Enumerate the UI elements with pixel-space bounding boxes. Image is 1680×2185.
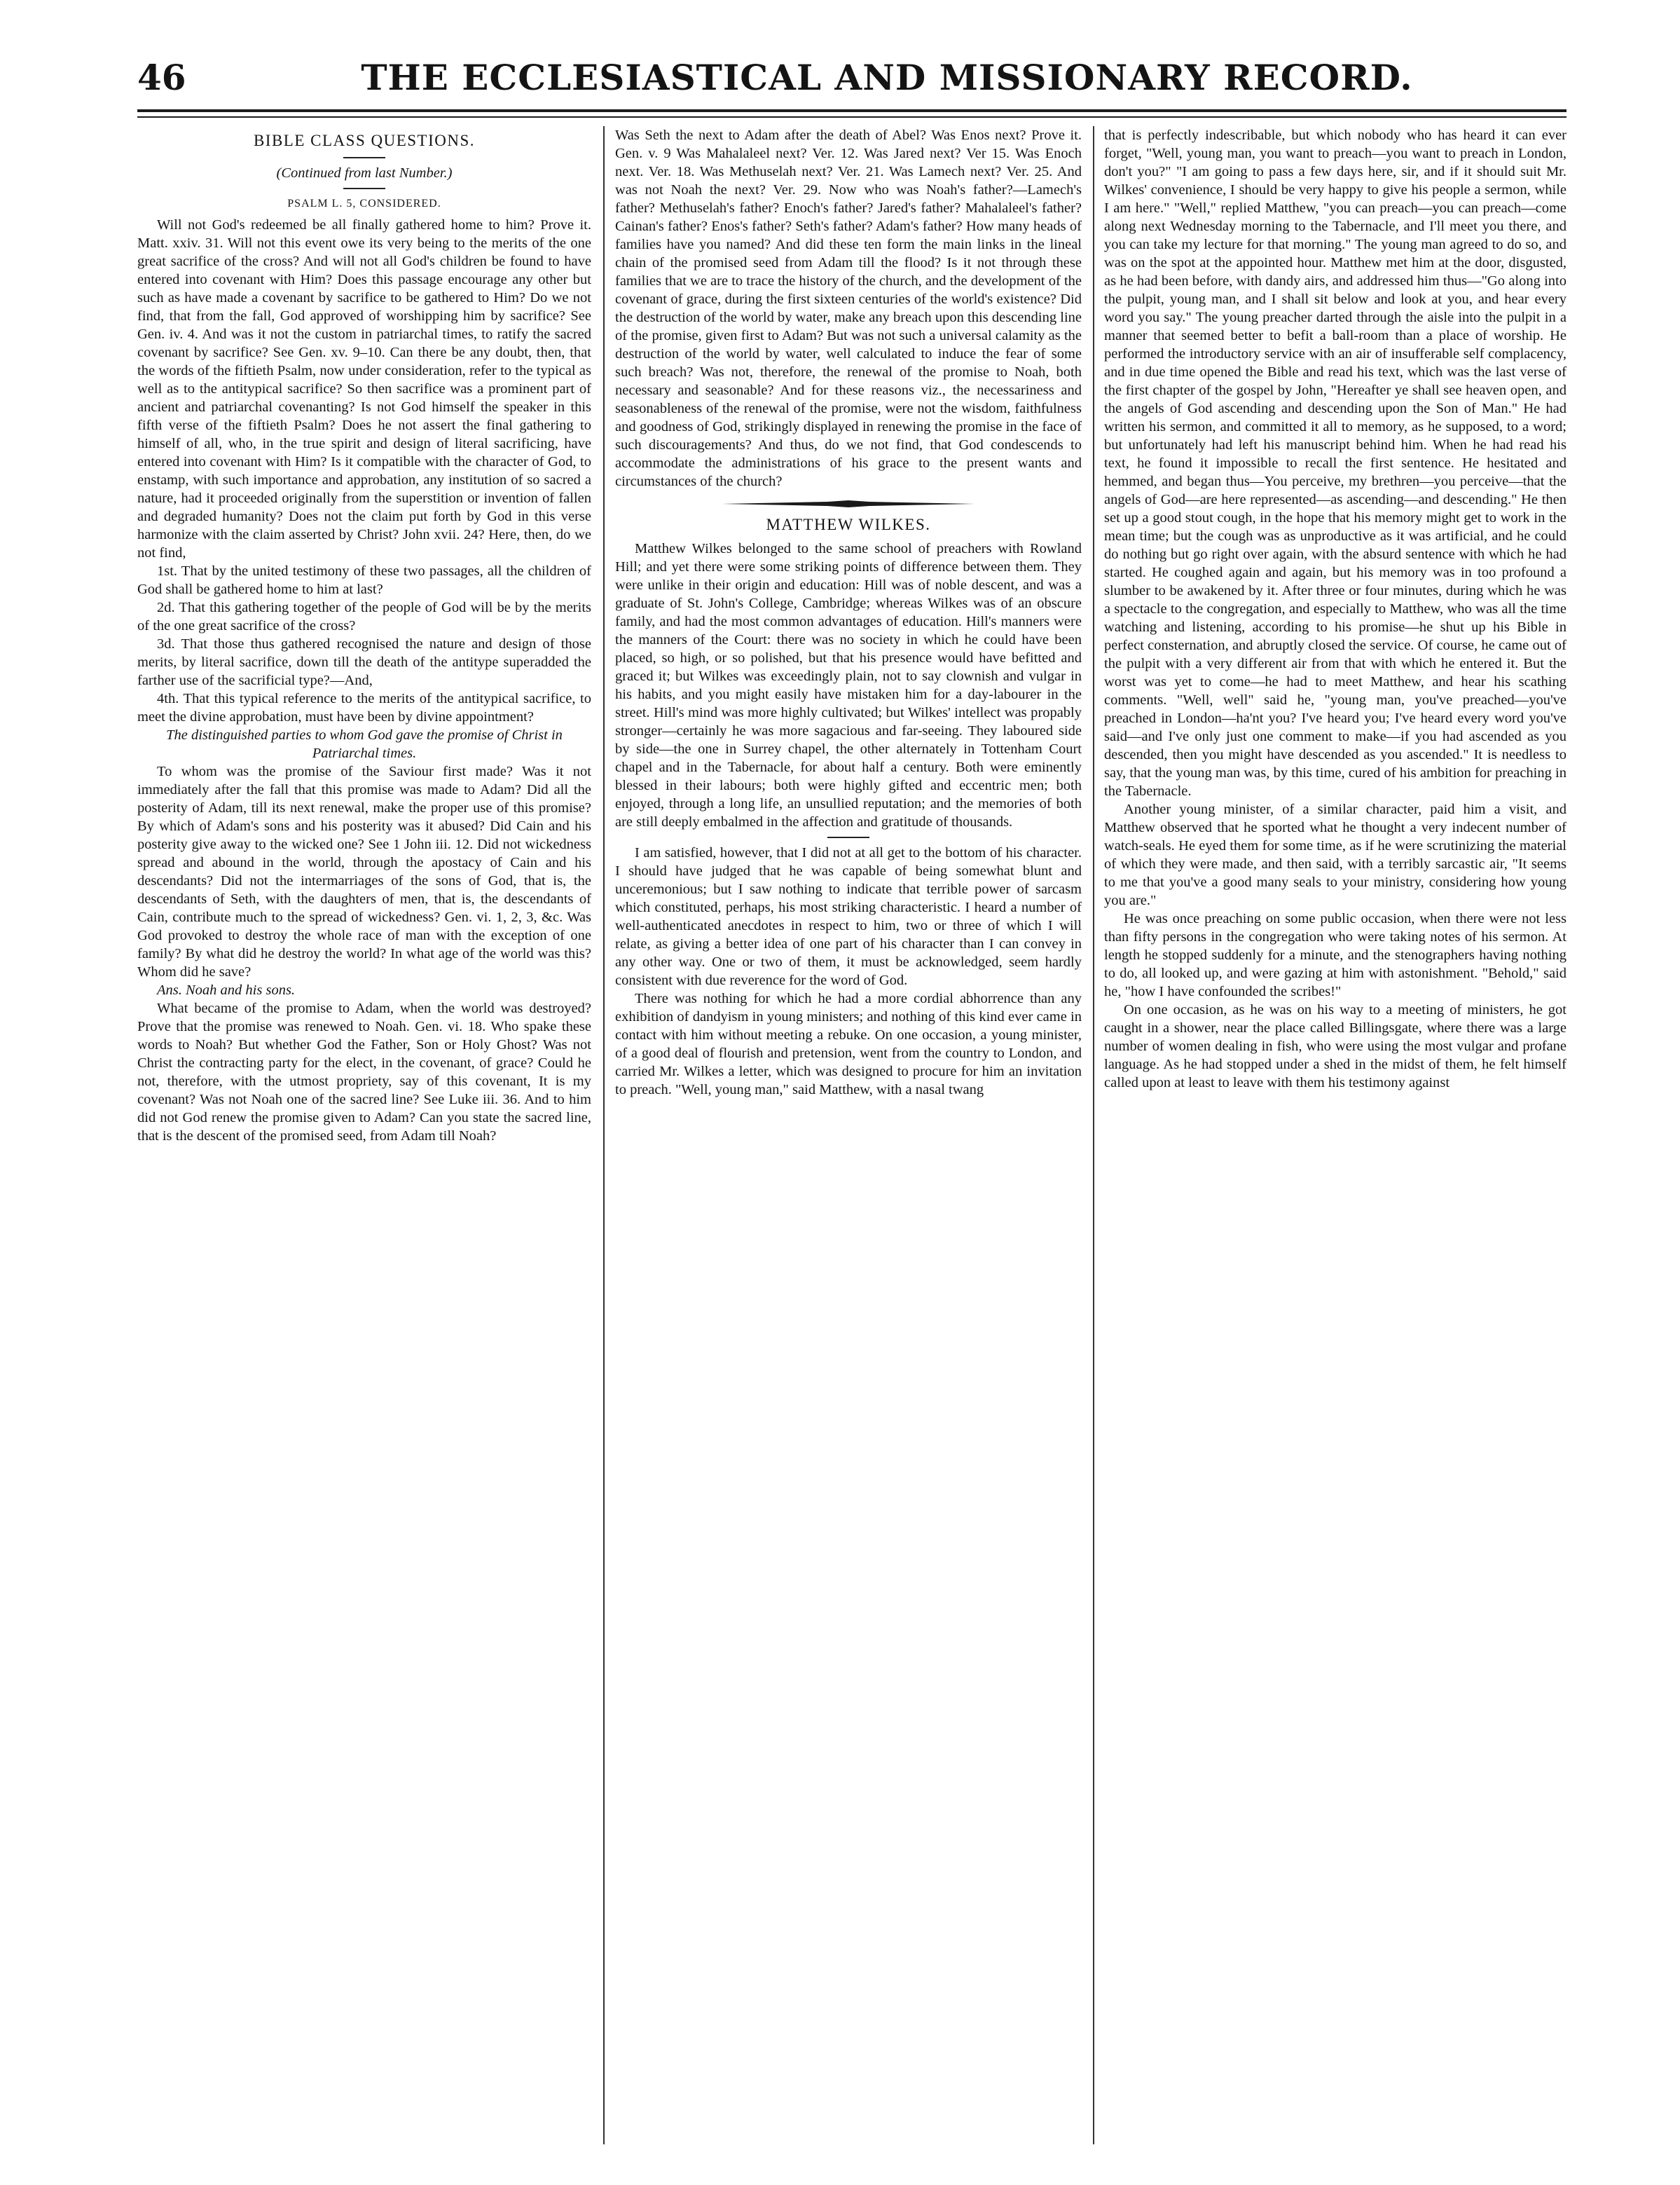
column-divider-1	[603, 126, 605, 2144]
paragraph: There was nothing for which he had a more cordial abhorrence than any exhibition of dandyism in young ministers; and nothing of this kind ever came in contact with him without meeting a rebuke. On one occasion, a young minister, of a good deal of flourish and pretension, went from the country to London, and carried Mr. Wilkes a letter, which was designed to procure for him an invitation to preach. "Well, young man," said Matthew, with a nasal twang	[615, 991, 1082, 1097]
column-3	[1104, 126, 1567, 2144]
page-number: 46	[137, 57, 186, 98]
paragraph: What became of the promise to Adam, when the world was destroyed? Prove that the promise was renewed to Noah. Gen. vi. 18. Who spake these words to Noah? But whether God the Father, Son or Holy Ghost? Was not Christ the contracting party for the elect, in the covenant, of grace? Could he not, therefore, with the utmost propriety, say of this covenant, It is my covenant? Was not Noah one of the sacred line? See Luke iii. 36. And to him did not God renew the promise given to Adam? Can you state the sacred line, that is the descent of the promised seed, from Adam till Noah?	[137, 1001, 591, 1144]
paragraph: Will not God's redeemed be all finally gathered home to him? Prove it. Matt. xxiv. 31. Will not this event owe its very being to the merits of the one great sacrifice of the cross? And will not all God's children be found to have entered into covenant with Him? Does this passage encourage any other but such as have made a covenant by sacrifice to be gathered to Him? Do we not find, that from the fall, God approved of worshipping him by sacrifice? See Gen. iv. 4. And was it not the custom in patriarchal times, to ratify the sacred covenant by sacrifice? See Gen. xv. 9–10. Can there be any doubt, then, that the words of the fiftieth Psalm, now under consideration, refer to the typical as well as to the antitypical sacrifice? So then sacrifice was a prominent part of ancient and patriarchal covenanting? Is not God himself the speaker in this fifth verse of the fiftieth Psalm? Does he not assert the final gathering to himself of all, who, in the true spirit and design of literal sacrificing, have entered into covenant with Him? Is it compatible with the character of God, to enstamp, with such importance and approbation, any institution of so sacred a nature, had it proceeded originally from the superstition or invention of fallen and degraded humanity? Does not the claim put forth by God in this verse harmonize with the claim asserted by Christ? John xvii. 24? Here, then, do we not find,	[137, 217, 591, 561]
heading-dash	[343, 157, 385, 158]
column-1	[137, 126, 591, 2144]
paragraph: 4th. That this typical reference to the merits of the antitypical sacrifice, to meet the divine approbation, must have been by divine appointment?	[137, 691, 591, 725]
paragraph: that is perfectly indescribable, but which nobody who has heard it can ever forget, "Well, young man, you want to preach—you want to preach in London, don't you?" "I am going to pass a few days here, sir, and if it should suit Mr. Wilkes' convenience, I should be very happy to give his people a sermon, while I am here." "Well," replied Matthew, "you can preach—you can preach—come along next Wednesday morning to the Tabernacle, and I'll meet you there, and you can take my lecture for that morning." The young man agreed to do so, and was on the spot at the appointed hour. Matthew met him at the door, disgusted, as he had been before, with dandy airs, and addressed him thus—"Go along into the pulpit, young man, and I shall sit below and look at you, and hear every word you say." The young preacher darted through the aisle into the pulpit in a manner that seemed better to befit a ball-room than a place of worship. He performed the introductory service with an air of insufferable self complacency, and in due time opened the Bible and read his text, which was the last verse of the first chapter of the gospel by John, "Hereafter ye shall see heaven open, and the angels of God ascending and descending upon the Son of Man." He had written his sermon, and committed it all to memory, as he supposed, to a word; but unfortunately had left his manuscript behind him. When he had read his text, he found it impossible to recall the first sentence. He hesitated and hemmed, and began thus—You perceive, my brethren—you perceive—that the angels of God—are here represented—as ascending—and descending." He then set up a good stout cough, in the hope that his memory might get to work in the mean time; but the cough was as unproductive as it was artificial, and he could do nothing but go right over again, with the absurd sentence with which he had started. He coughed again and again, but his memory was in too profound a slumber to be awakened by it. After three or four minutes, during which he was a spectacle to the congregation, and especially to Matthew, who was all the time watching and listening, according to his promise—he shut up his Bible in perfect consternation, and abruptly closed the service. Of course, he came out of the pulpit with a very different air from that with which he entered it. But the worst was yet to come—he had to meet Matthew, and hear his scathing comments. "Well, well" said he, "young man, you've preached—you've preached in London—ha'nt you? I've heard you; I've heard every word you've said—and I've only just one comment to make—if you had ascended as you descended, then you might have descended as you ascended." It is needless to say, that the young man was, by this time, cured of his ambition for preaching in the Tabernacle.	[1104, 128, 1567, 799]
psalm-heading: PSALM L. 5, CONSIDERED.	[287, 198, 441, 210]
paragraph: Was Seth the next to Adam after the death of Abel? Was Enos next? Prove it. Gen. v. 9 Was Mahalaleel next? Ver. 12. Was Jared next? Ver 15. Was Enoch next. Ver. 18. Was Methuselah next? Ver. 21. Was Lamech next? Ver. 25. And was not Noah the next? Ver. 29. Now who was Noah's father?—Lamech's father? Methuselah's father? Enoch's father? Jared's father? Mahalaleel's father? Cainan's father? Enos's father? Seth's father? Adam's father? How many heads of families have you named? And did these ten form the main links in the lineal chain of the promised seed from Adam till the flood? Is it not through these families that we are to trace the history of the church, and the development of the covenant of grace, during the first sixteen centuries of the world's existence? Did the destruction of the world by water, make any breach upon this descending line of the promise, given first to Adam? But was not such a universal calamity as the destruction of the world by water, well calculated to induce the fear of some such breach? Was not, therefore, the renewal of the promise to Noah, both necessary and seasonable? And for these reasons viz., the necessariness and seasonableness of the renewal of the promise, were not the wisdom, faithfulness and goodness of God, strikingly displayed in renewing the promise in the face of such discouragements? And thus, do we not find, that God condescends to accommodate the administrations of his grace to the present wants and circumstances of the church?	[615, 128, 1082, 489]
paragraph: Matthew Wilkes belonged to the same school of preachers with Rowland Hill; and yet there were some striking points of difference between them. They were unlike in their origin and education: Hill was of noble descent, and was a graduate of St. John's College, Cambridge; whereas Wilkes was of an obscure family, and had the most common advantages of education. Hill's manners were the manners of the Court: there was no society in which he could have been placed, so high, or so polished, but that his presence would have befitted and graced it; but Wilkes was exceedingly plain, not to say clownish and vulgar in his habits, and you might easily have mistaken him for a day-labourer in the street. Hill's mind was more highly cultivated; but Wilkes' intellect was propably stronger—certainly he was more sagacious and far-seeing. They laboured side by side—the one in Surrey chapel, the other alternately in Tottenham Court chapel and in the Tabernacle, for about half a century. Both were eminently blessed in their labours; both were highly gifted and eccentric men; both enjoyed, through a long life, an unsullied reputation; and the memories of both are still deeply embalmed in the affection and gratitude of thousands.	[615, 541, 1082, 830]
column-2	[615, 126, 1082, 2144]
paragraph-dash	[827, 837, 869, 838]
paragraph: 2d. That this gathering together of the people of God will be by the merits of the one great sacrifice of the cross?	[137, 600, 591, 633]
paragraph: On one occasion, as he was on his way to a meeting of ministers, he got caught in a shower, near the place called Billingsgate, where there was a large number of women dealing in fish, who were using the most vulgar and profane language. As he had stopped under a shed in the midst of them, he felt himself called upon at least to leave with them his testimony against	[1104, 1002, 1567, 1090]
paragraph: To whom was the promise of the Saviour first made? Was it not immediately after the fall that this promise was made to Adam? Did all the posterity of Adam, till its next renewal, make the proper use of this promise? By which of Adam's sons and his posterity was it abused? Did Cain and his posterity give away to the wicked one? See 1 John iii. 12. Did not wickedness spread and abound in the world, through the apostacy of Cain and his descendants? Did not the intermarriages of the sons of God, that is, the descendants of Seth, with the daughters of men, that is, the descendants of Cain, contribute much to the spread of wickedness? Gen. vi. 1, 2, 3, &c. Was God provoked to destroy the whole race of man with the exception of one family? By what did he destroy the world? In what age of the world was this? Whom did he save?	[137, 764, 591, 980]
paragraph: I am satisfied, however, that I did not at all get to the bottom of his character. I should have judged that he was capable of being somewhat blunt and unceremonious; but I saw nothing to indicate that terrible power of sarcasm which constituted, perhaps, his most striking characteristic. I heard a number of well-authenticated anecdotes in respect to him, two or three of which I will relate, as giving a better idea of one part of his character than I can convey in any other way. One or two of them, it must be acknowledged, seem hardly consistent with due reverence for the word of God.	[615, 845, 1082, 988]
paragraph: 3d. That those thus gathered recognised the nature and design of those merits, by literal sacrifice, down till the death of the antitype superadded the farther use of the sacrificial type?—And,	[137, 636, 591, 688]
paragraph: Another young minister, of a similar character, paid him a visit, and Matthew observed that he sported what he thought a very indecent number of watch-seals. He eyed them for some time, as if he were scrutinizing the material of which they were made, and then said, with a terribly sarcastic air, "It seems to me that you've a good many seals to your ministry, considering how young you are."	[1104, 802, 1567, 908]
paragraph: He was once preaching on some public occasion, when there were not less than fifty persons in the congregation who were taking notes of his sermon. At length he stopped suddenly for a minute, and the stenographers having nothing to do, all looked up, and were gazing at him with astonishment. "Behold," said he, "how I have confounded the scribes!"	[1104, 911, 1567, 999]
section-subhead: The distinguished parties to whom God gave the promise of Christ in Patriarchal times.	[166, 727, 563, 761]
column-divider-2	[1093, 126, 1094, 2144]
matthew-wilkes-heading: MATTHEW WILKES.	[766, 516, 931, 533]
paragraph: 1st. That by the united testimony of these two passages, all the children of God shall be gathered home to him at last?	[137, 563, 591, 597]
header-rule-thick	[137, 109, 1567, 112]
bible-class-heading: BIBLE CLASS QUESTIONS.	[253, 132, 476, 149]
page-header	[137, 55, 1567, 104]
section-ornament-rule	[722, 499, 975, 509]
masthead-title: THE ECCLESIASTICAL AND MISSIONARY RECORD.	[361, 57, 1413, 98]
continued-note: (Continued from last Number.)	[276, 165, 453, 181]
header-rule-thin	[137, 116, 1567, 118]
paragraph: Ans. Noah and his sons.	[157, 982, 296, 998]
continued-dash	[343, 188, 385, 189]
